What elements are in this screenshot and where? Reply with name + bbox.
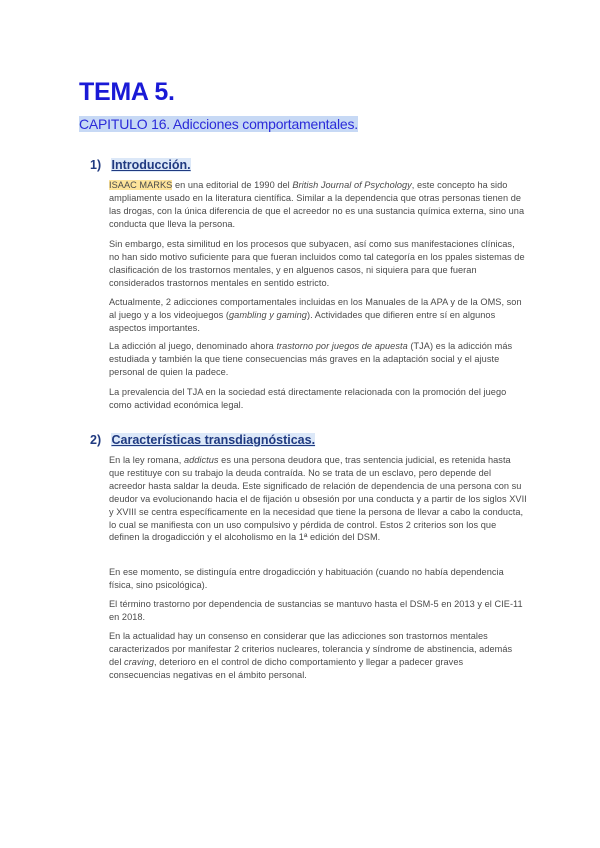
paragraph-text: Actualmente, 2 adicciones comportamentales incluidas en los Manuales de la APA y de la OMS, son al juego y a los videojuegos ( <box>109 297 522 320</box>
section-number: 1) <box>90 158 102 172</box>
paragraph <box>109 340 527 379</box>
chapter-subtitle <box>79 116 358 132</box>
paragraph-text: En la actualidad hay un consenso en considerar que las adicciones son trastornos mentales caracterizados por manifestar 2 criterios nucleares, tolerancia y síndrome de abstinencia, además del <box>109 631 513 667</box>
paragraph <box>109 296 527 335</box>
paragraph <box>109 630 527 682</box>
section-title: Introducción. <box>111 158 191 172</box>
paragraph-text: , deterioro en el control de dicho comportamiento y llegar a padecer graves consecuencias negativas en el ámbito personal. <box>109 656 464 680</box>
paragraph: El término trastorno por dependencia de sustancias se mantuvo hasta el DSM-5 en 2013 y el CIE-11 en 2018. <box>109 599 523 622</box>
paragraph-text: , este concepto ha sido ampliamente usado en la literatura científica. Similar a la dependencia que otras personas tienen de las drogas, con la única diferencia de que el acreedor no es una sustancia química externa, sino una conducta que lleva la persona. <box>109 180 525 229</box>
italic-term: trastorno por juegos de apuesta <box>276 341 408 351</box>
document-title: TEMA 5. <box>79 78 175 106</box>
highlighted-name: ISAAC MARKS <box>109 180 173 190</box>
paragraph-text: es una persona deudora que, tras sentencia judicial, es retenida hasta que restituye con su trabajo la deuda contraída. No se trata de un esclavo, pero depende del acreedor hasta saldar la deuda. Este significado de relación de dependencia de una persona con su deudor va evolucionando hacia el de fijación u obsesión por una conducta y a partir de los siglos XVII y XVIII se centra específicamente en la necesidad que tiene la persona de llevar a cabo la conducta, lo cual se manifiesta con un uso compulsivo y pérdida de control. Estos 2 criterios son los que definen la drogadicción y el alcoholismo en la 1ª edición del DSM. <box>109 455 527 543</box>
paragraph-text: ). Actividades que difieren entre sí en algunos aspectos importantes. <box>109 309 496 333</box>
chapter-subtitle-text: CAPITULO 16. Adicciones comportamentales. <box>79 116 358 132</box>
paragraph: Sin embargo, esta similitud en los procesos que subyacen, así como sus manifestaciones clínicas, no han sido motivo suficiente para que fueran incluidos como tal categoría en los ppales sistemas de clasificación de los trastornos mentales, y en alguenos casos, ni siquiera para que fueran considerados trastornos mentales en sentido estricto. <box>109 239 525 288</box>
italic-term: gambling y gaming <box>229 309 307 320</box>
paragraph <box>109 454 527 544</box>
section-heading-introduccion <box>90 158 191 172</box>
section-heading-caracteristicas <box>90 433 315 447</box>
section-title: Características transdiagnósticas. <box>111 433 316 447</box>
paragraph: La prevalencia del TJA en la sociedad está directamente relacionada con la promoción del juego como actividad económica legal. <box>109 387 507 410</box>
paragraph: En ese momento, se distinguía entre drogadicción y habituación (cuando no había dependencia física, sino psicológica). <box>109 567 504 590</box>
paragraph-text: La adicción al juego, denominado ahora <box>109 341 277 351</box>
paragraph-text: (TJA) es la adicción más estudiada y también la que tiene consecuencias más graves en la adaptación social y el ajuste personal de quien la padece. <box>109 341 513 377</box>
section-number: 2) <box>90 433 102 447</box>
paragraph <box>109 179 527 231</box>
paragraph-text: en una editorial de 1990 del <box>172 180 293 190</box>
paragraph-text: En la ley romana, <box>109 455 184 465</box>
journal-title: British Journal of Psychology <box>292 180 412 190</box>
italic-term: addictus <box>183 455 219 465</box>
italic-term: craving <box>124 656 154 667</box>
